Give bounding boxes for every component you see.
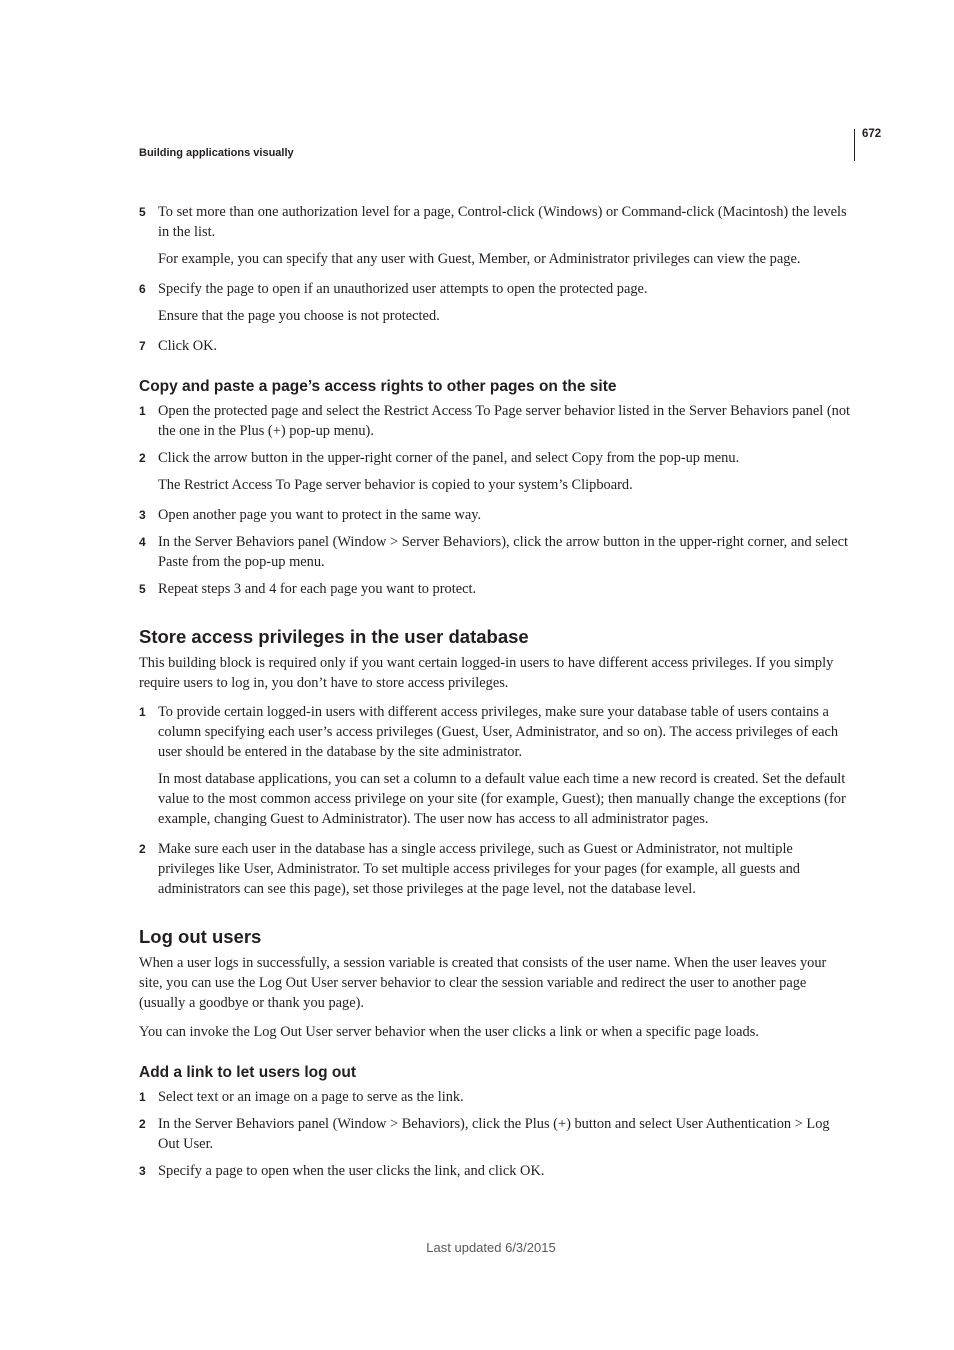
step-text: To provide certain logged-in users with different access privileges, make sure your database table of users contains a column specifying each user’s access privileges (Guest, User, Administrator, and so on). The access privileges of each user should be entered in the database by the site administrator. (158, 704, 839, 760)
list-item (139, 1087, 851, 1107)
list-item (139, 1114, 851, 1154)
list-item (139, 839, 851, 899)
step-number: 1 (139, 705, 146, 719)
list-item (139, 702, 851, 762)
list-item (139, 401, 851, 441)
intro-steps (139, 202, 851, 356)
list-item (139, 505, 851, 525)
page-content (139, 202, 851, 1188)
step-text: Select text or an image on a page to serve as the link. (158, 1089, 464, 1105)
section-heading-link: Add a link to let users log out (139, 1064, 357, 1081)
header-rule (854, 129, 855, 161)
section-heading-store: Store access privileges in the user database (139, 626, 529, 647)
list-item (139, 336, 851, 356)
footer-last-updated: Last updated 6/3/2015 (426, 1240, 556, 1255)
step-note: In most database applications, you can set a column to a default value each time a new record is created. Set the default value to the most common access privilege on your site (for example, Guest); then manually change the exceptions (for example, changing Guest to Administrator). The user now has access to all administrator pages. (158, 771, 846, 827)
step-note: The Restrict Access To Page server behavior is copied to your system’s Clipboard. (158, 477, 633, 493)
page-number: 672 (862, 128, 882, 140)
step-number: 1 (139, 404, 146, 418)
step-note: For example, you can specify that any user with Guest, Member, or Administrator privileges can view the page. (158, 251, 801, 267)
step-text: Open the protected page and select the Restrict Access To Page server behavior listed in the Server Behaviors panel (not the one in the Plus (+) pop-up menu). (158, 403, 851, 439)
step-note: Ensure that the page you choose is not protected. (158, 308, 440, 324)
copy-steps (139, 401, 851, 599)
step-number: 3 (139, 1164, 146, 1178)
paragraph: You can invoke the Log Out User server behavior when the user clicks a link or when a specific page loads. (139, 1024, 759, 1040)
list-item (139, 1161, 851, 1181)
step-number: 6 (139, 282, 146, 296)
section-heading-logout: Log out users (139, 926, 262, 947)
step-number: 2 (139, 1117, 146, 1131)
step-number: 3 (139, 508, 146, 522)
store-steps (139, 702, 851, 899)
section-heading-copy: Copy and paste a page’s access rights to other pages on the site (139, 378, 617, 395)
link-steps (139, 1087, 851, 1181)
step-text: To set more than one authorization level for a page, Control-click (Windows) or Command-click (Macintosh) the levels in the list. (158, 204, 847, 240)
step-number: 2 (139, 842, 146, 856)
list-item (139, 202, 851, 242)
step-text: Open another page you want to protect in the same way. (158, 507, 482, 523)
step-number: 1 (139, 1090, 146, 1104)
step-text: Click OK. (158, 338, 218, 354)
step-text: Make sure each user in the database has a single access privilege, such as Guest or Administrator, not multiple privileges like User, Administrator. To set multiple access privileges for your pages (for example, all guests and administrators can see this page), set those privileges at the page level, not the database level. (158, 841, 800, 897)
step-number: 5 (139, 582, 146, 596)
step-number: 5 (139, 205, 146, 219)
step-text: Click the arrow button in the upper-right corner of the panel, and select Copy from the pop-up menu. (158, 450, 740, 466)
paragraph: When a user logs in successfully, a session variable is created that consists of the user name. When the user leaves your site, you can use the Log Out User server behavior to clear the session variable and redirect the user to another page (usually a goodbye or thank you page). (139, 955, 827, 1011)
list-item (139, 532, 851, 572)
step-number: 2 (139, 451, 146, 465)
step-number: 7 (139, 339, 146, 353)
list-item (139, 279, 851, 299)
step-text: In the Server Behaviors panel (Window > Server Behaviors), click the arrow button in the upper-right corner, and select Paste from the pop-up menu. (158, 534, 848, 570)
step-text: Repeat steps 3 and 4 for each page you want to protect. (158, 581, 477, 597)
list-item (139, 448, 851, 468)
paragraph: This building block is required only if you want certain logged-in users to have different access privileges. If you simply require users to log in, you don’t have to store access privileges. (139, 655, 834, 691)
running-head: Building applications visually (139, 147, 294, 159)
step-text: Specify the page to open if an unauthorized user attempts to open the protected page. (158, 281, 648, 297)
step-text: In the Server Behaviors panel (Window > Behaviors), click the Plus (+) button and select User Authentication > Log Out User. (158, 1116, 830, 1152)
step-number: 4 (139, 535, 146, 549)
step-text: Specify a page to open when the user clicks the link, and click OK. (158, 1163, 545, 1179)
list-item (139, 579, 851, 599)
